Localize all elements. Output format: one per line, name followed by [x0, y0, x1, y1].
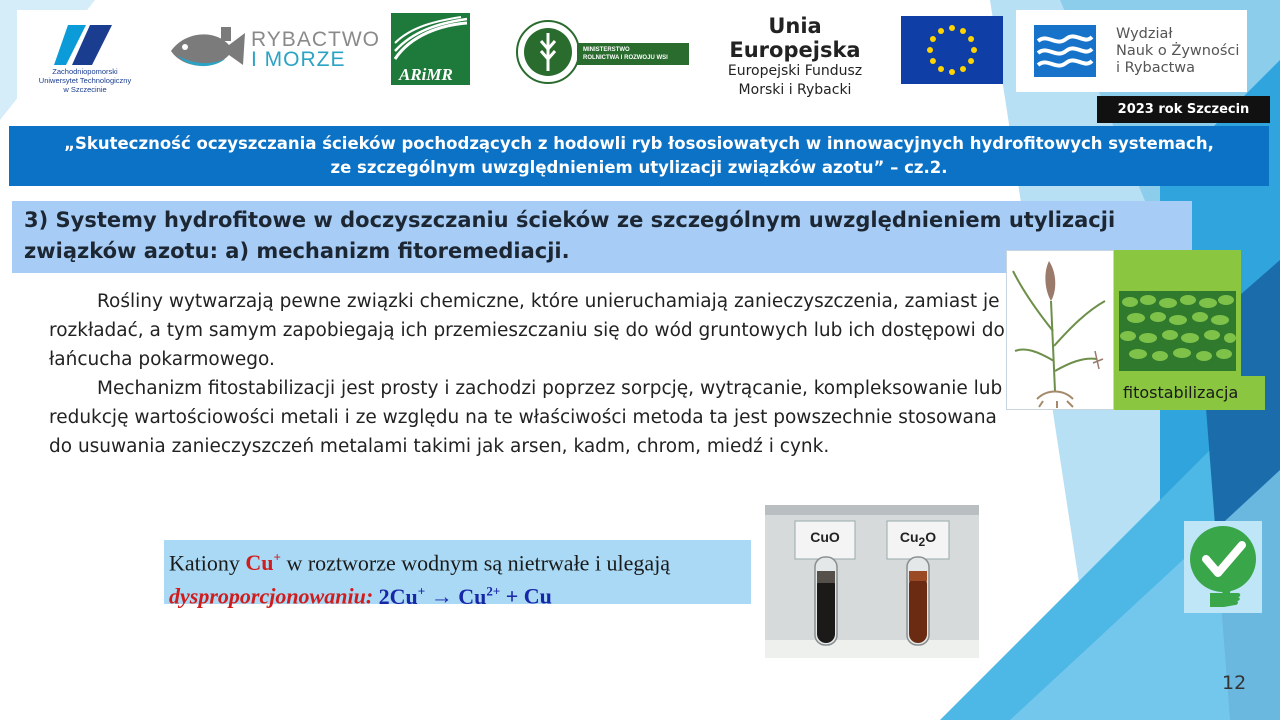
arimr-logo — [389, 11, 472, 87]
ministerstwo-logo — [515, 17, 690, 87]
body-paragraph-1: Rośliny wytwarzają pewne związki chemiczne, które unieruchamiają zanieczyszczenia, zamiast je rozkładać, a tym samym zapobiegają ich przemieszczaniu się do wód gruntowych lub ich dostępowi do łańcucha pokarmowego. — [49, 291, 1005, 370]
waves-icon — [1034, 25, 1096, 77]
title-banner — [9, 126, 1269, 186]
cation-line-1 — [169, 544, 751, 577]
wydzial-line-1: Wydział — [1116, 25, 1173, 42]
eu-line-2: Morski i Rybacki — [738, 82, 852, 98]
eu-line-1: Europejski Fundusz — [727, 63, 863, 79]
checkmark-thumbs-up-icon — [1184, 521, 1262, 613]
eu-star-icon — [938, 28, 944, 34]
rybactwo-line-1: RYBACTWO — [251, 28, 380, 51]
check-circle-icon — [1184, 521, 1262, 613]
eu-star-icon — [968, 36, 974, 42]
zut-logo — [17, 10, 153, 104]
equation-left-charge: + — [417, 583, 426, 599]
test-tubes-icon — [765, 505, 979, 658]
cation-text-2: w roztworze wodnym są nietrwałe i ulegają — [280, 550, 671, 576]
title-line-2: ze szczególnym uwzględnieniem utylizacji związków azotu” – cz.2. — [330, 158, 948, 177]
test-tubes-photo — [765, 505, 979, 658]
rybactwo-line-2: I MORZE — [251, 48, 346, 71]
year-badge: 2023 rok Szczecin — [1097, 96, 1270, 123]
wydzial-logo — [1016, 10, 1247, 92]
body-text — [49, 287, 1014, 461]
equation-right-formula: Cu — [458, 583, 487, 609]
zut-line-1: Zachodniopomorski — [52, 66, 118, 76]
wheat-seal-icon — [515, 19, 581, 85]
equation-left-formula: 2Cu — [373, 583, 418, 609]
eu-star-icon — [930, 36, 936, 42]
tube-label-right — [887, 529, 949, 549]
eu-star-icon — [930, 58, 936, 64]
eu-star-icon — [949, 69, 955, 75]
rybactwo-logo — [163, 10, 380, 90]
body-paragraph-2: Mechanizm fitostabilizacji jest prosty i zachodzi poprzez sorpcję, wytrącanie, kompleksowanie lub redukcję wartościowości metali i ze względu na te właściwości metoda ta jest powszechnie stosowana do usuwania zanieczyszczeń metalami takimi jak arsen, kadm, chrom, miedź i cynk. — [49, 378, 1003, 457]
eu-star-icon — [927, 47, 933, 53]
section-heading-line-2: związków azotu: a) mechanizm fitoremediacji. — [24, 239, 570, 263]
tube-label-left: CuO — [810, 529, 840, 545]
zut-line-3: w Szczecinie — [63, 84, 107, 94]
eu-fund-text — [700, 14, 890, 98]
title-line-1: „Skuteczność oczyszczania ścieków pochodzących z hodowli ryb łososiowatych w innowacyjnych hydrofitowych systemach, — [64, 134, 1214, 153]
eu-title: Unia Europejska — [729, 14, 861, 62]
section-heading-line-1: 3) Systemy hydrofitowe w doczyszczaniu ścieków ze szczególnym uwzględnieniem utylizacji — [24, 208, 1116, 232]
arimr-text: ARiMR — [399, 65, 453, 84]
cation-line-2 — [169, 577, 751, 610]
zut-emblem-icon — [54, 21, 116, 67]
equation-right-charge: 2+ — [486, 583, 501, 599]
tube-label-right-base: Cu — [899, 529, 919, 545]
wydzial-line-2: Nauk o Żywności — [1116, 42, 1240, 59]
field-icon — [391, 15, 470, 65]
ministerstwo-line-2: ROLNICTWA I ROZWOJU WSI — [583, 55, 668, 61]
reed-plant-icon — [1007, 251, 1113, 409]
eu-star-icon — [938, 66, 944, 72]
cation-cu-symbol: Cu — [245, 550, 274, 576]
eu-star-icon — [971, 47, 977, 53]
eu-flag-icon — [901, 16, 1003, 84]
eu-star-icon — [949, 25, 955, 31]
zut-line-2: Uniwersytet Technologiczny — [38, 75, 132, 85]
cation-text-1: Kationy — [169, 550, 246, 576]
fish-icon — [163, 25, 251, 75]
cation-cu-charge: + — [273, 550, 281, 565]
image-label-fitostabilizacja: fitostabilizacja — [1114, 376, 1265, 410]
cation-text-3: dysproporcjonowaniu: — [169, 583, 374, 609]
ministerstwo-line-1: MINISTERSTWO — [583, 47, 630, 53]
duckweed-icon — [1114, 250, 1241, 376]
tube-label-right-sub: 2 — [918, 534, 926, 549]
equation-right — [458, 584, 500, 609]
equation-tail: + Cu — [500, 583, 552, 609]
wydzial-line-3: i Rybactwa — [1116, 59, 1195, 76]
cation-equation-box — [164, 540, 751, 609]
eu-star-icon — [960, 66, 966, 72]
plant-illustration — [1006, 250, 1114, 410]
eu-star-icon — [968, 58, 974, 64]
eu-star-icon — [960, 28, 966, 34]
equation-arrow: → — [425, 583, 459, 609]
page-number: 12 — [1222, 672, 1247, 694]
equation-left — [373, 584, 425, 609]
cation-cu — [245, 550, 281, 575]
tube-label-right-tail: O — [925, 529, 937, 545]
